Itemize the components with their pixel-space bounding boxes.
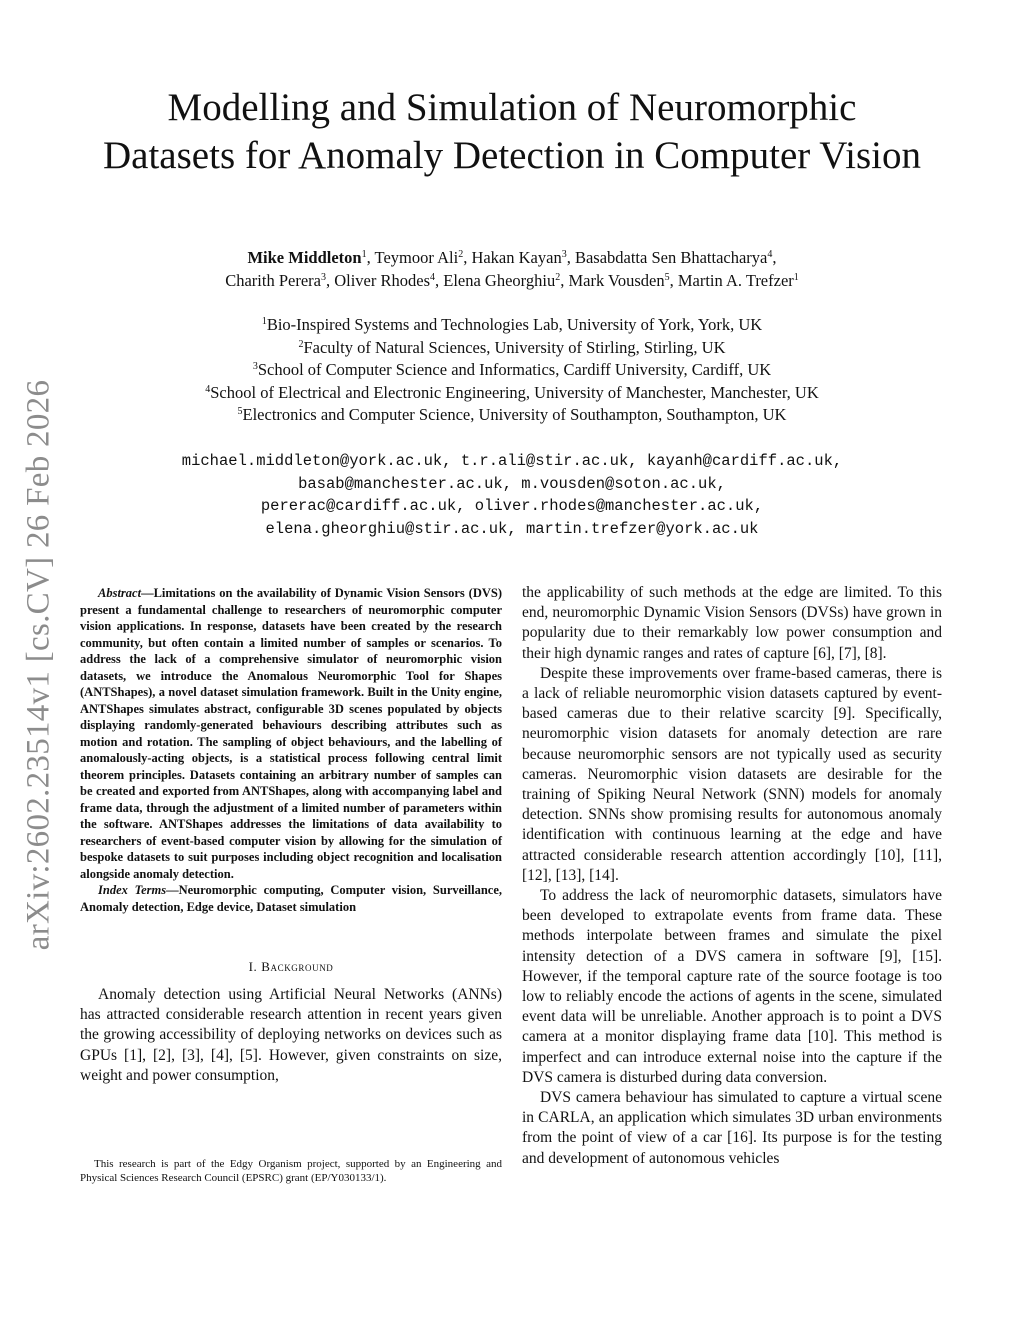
affiliation-mark: 1	[261, 316, 267, 327]
paper-title: Modelling and Simulation of Neuromorphic Datasets for Anomaly Detection in Computer Vision	[103, 86, 921, 177]
affiliation-line	[100, 314, 924, 337]
affiliation-line	[100, 404, 924, 427]
author-affiliation-mark: 3	[320, 272, 326, 283]
arxiv-identifier-text[interactable]: arXiv:2602.23514v1 [cs.CV] 26 Feb 2026	[20, 379, 57, 951]
arxiv-identifier-stamp	[14, 370, 64, 960]
right-column	[522, 583, 942, 1169]
author-affiliation-mark: 4	[767, 249, 773, 260]
abstract-label: Abstract	[98, 586, 142, 600]
index-terms-label: Index Terms	[98, 883, 167, 897]
author-affiliation-mark: 5	[664, 272, 670, 283]
abstract-text: —Limitations on the availability of Dynamic Vision Sensors (DVS) present a fundamental challenge to researchers of neuromorphic computer vision applications. In response, datasets have been created by the research community, but often contain a limited number of samples or scenarios. To address the lack of a comprehensive simulator of neuromorphic vision datasets, we introduce the Anomalous Neuromorphic Tool for Shapes (ANTShapes), a novel dataset simulation framework. Built in the Unity engine, ANTShapes simulates abstract, configurable 3D scenes populated by objects displaying randomly-generated behaviours describing attributes such as motion and rotation. The sampling of object behaviours, and the labelling of anomalously-acting objects, is a statistical process following central limit theorem principles. Datasets containing an arbitrary number of samples can be created and exported from ANTShapes, along with accompanying label and frame data, through the adjustment of a limited number of parameters within the software. ANTShapes addresses the limitations of data availability to researchers of event-based computer vision by allowing for the simulation of bespoke datasets to suit purposes including object recognition and localisation alongside anomaly detection.	[80, 586, 502, 881]
body-paragraph: Despite these improvements over frame-based cameras, there is a lack of reliable neuromorphic vision datasets captured by event-based cameras due to their relative scarcity [9]. Specifically, neuromorphic vision datasets for anomaly detection are rare because neuromorphic sensors are not typically used as security cameras. Neuromorphic vision datasets are desirable for the training of Spiking Neural Network (SNN) models for anomaly detection. SNNs show promising results for autonomous anomaly identification with continuous learning at the edge and have attracted considerable research attention accordingly [10], [11], [12], [13], [14].	[522, 664, 942, 884]
index-terms	[80, 882, 502, 915]
affiliation-line	[100, 337, 924, 360]
author-line-1: Mike Middleton$^1$, Teymoor Ali$^2$, Hakan Kayan$^3$, Basabdatta Sen Bhattacharya$^4$,	[247, 248, 777, 267]
affiliation-line	[100, 359, 924, 382]
body-paragraph: the applicability of such methods at the edge are limited. To this end, neuromorphic Dynamic Vision Sensors (DVSs) have grown in popularity due to their remarkably low power consumption and their high dynamic ranges and rates of capture [6], [7], [8].	[522, 584, 942, 662]
email-list	[60, 450, 964, 540]
body-paragraph: Anomaly detection using Artificial Neural Networks (ANNs) has attracted considerable research attention in recent years given the growing accessibility of deploying networks on devices such as GPUs [1], [2], [3], [4], [5]. However, given constraints on size, weight and power consumption,	[80, 986, 502, 1084]
section-heading: I. Background	[248, 959, 334, 974]
author-name: Mark Vousden	[568, 271, 665, 290]
affiliation-mark: 2	[298, 338, 304, 350]
email-line[interactable]: michael.middleton@york.ac.uk, t.r.ali@stir.ac.uk, kayanh@cardiff.ac.uk,	[181, 452, 843, 470]
email-line[interactable]: elena.gheorghiu@stir.ac.uk, martin.trefzer@york.ac.uk	[265, 519, 759, 538]
affiliation-mark: 3	[252, 361, 258, 372]
body-paragraph: DVS camera behaviour has simulated to capture a virtual scene in CARLA, an application which simulates 3D urban environments from the point of view of a car [16]. Its purpose is for the testing and development of autonomous vehicles	[522, 1089, 942, 1167]
affiliation-text: School of Computer Science and Informatics, Cardiff University, Cardiff, UK	[257, 360, 772, 379]
index-terms-text: —Neuromorphic computing, Computer vision, Surveillance, Anomaly detection, Edge device, Dataset simulation	[80, 883, 503, 914]
left-column	[80, 585, 502, 1086]
author-name: Basabdatta Sen Bhattacharya	[574, 248, 768, 267]
author-name: Oliver Rhodes	[334, 271, 430, 290]
affiliation-mark: 4	[205, 383, 211, 395]
affiliation-text: Faculty of Natural Sciences, University of Stirling, Stirling, UK	[303, 337, 726, 357]
author-name: Hakan Kayan	[471, 248, 562, 267]
affiliation-text: Bio-Inspired Systems and Technologies Lab, University of York, York, UK	[266, 315, 763, 334]
author-line-2: Charith Perera$^3$, Oliver Rhodes$^4$, Elena Gheorghiu$^2$, Mark Vousden$^5$, Martin A. Trefzer$^1$	[225, 271, 799, 290]
author-affiliation-mark: 1	[361, 249, 367, 260]
author-name: Martin A. Trefzer	[677, 271, 794, 290]
author-name: Teymoor Ali	[374, 248, 459, 267]
affiliation-mark: 5	[237, 406, 243, 417]
author-name: Charith Perera	[225, 271, 321, 290]
author-affiliation-mark: 3	[561, 249, 567, 260]
abstract	[80, 585, 502, 882]
author-affiliation-mark: 1	[793, 272, 799, 283]
author-list	[100, 246, 924, 292]
affiliation-text: Electronics and Computer Science, University of Southampton, Southampton, UK	[242, 405, 787, 424]
email-line[interactable]: pererac@cardiff.ac.uk, oliver.rhodes@manchester.ac.uk,	[260, 497, 764, 515]
affiliation-line	[100, 382, 924, 405]
author-affiliation-mark: 2	[555, 272, 561, 283]
email-line[interactable]: basab@manchester.ac.uk, m.vousden@soton.ac.uk,	[298, 474, 726, 493]
funding-footnote: This research is part of the Edgy Organism project, supported by an Engineering and Physical Sciences Research Council (EPSRC) grant (EP/Y030133/1).	[80, 1158, 502, 1184]
author-affiliation-mark: 2	[458, 249, 464, 260]
author-affiliation-mark: 4	[430, 272, 435, 283]
author-name: Mike Middleton	[247, 248, 362, 267]
body-paragraph: To address the lack of neuromorphic datasets, simulators have been developed to extrapolate events from frame data. These methods interpolate between frames and simulate the pixel intensity detection of a DVS camera in software [9], [15]. However, if the temporal capture rate of the source footage is too low to reliably encode the actions of agents in the scene, simulated event data will be unreliable. Another approach is to point a DVS camera at a monitor displaying frame data [10]. This method is imperfect and can introduce external noise into the capture if the DVS camera is disturbed during data conversion.	[522, 887, 942, 1086]
author-name: Elena Gheorghiu	[443, 271, 556, 290]
affiliation-text: School of Electrical and Electronic Engineering, University of Manchester, Manchester, UK	[210, 382, 819, 402]
affiliation-list	[100, 314, 924, 427]
